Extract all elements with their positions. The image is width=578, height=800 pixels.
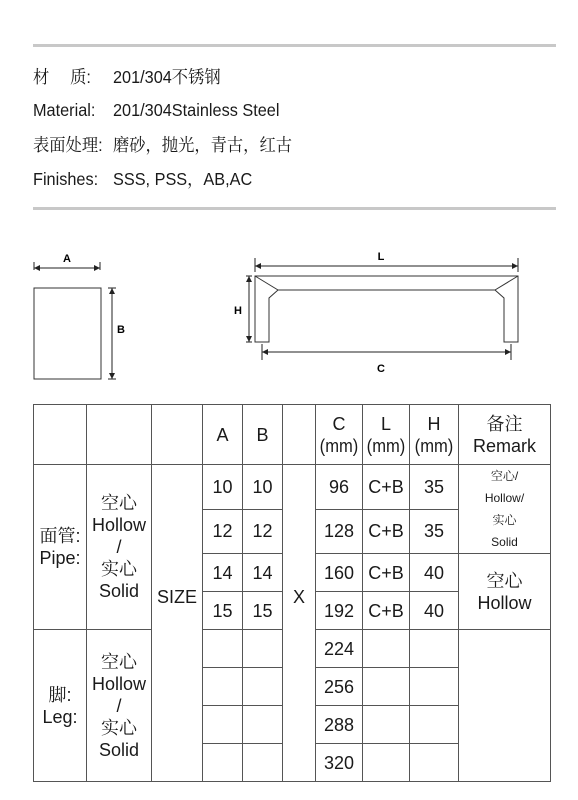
pipe-row-4-b: 15 (243, 592, 283, 630)
spec-finish-en (33, 168, 252, 190)
x-label: X (292, 587, 305, 607)
leg-type-line: 空心 (101, 651, 137, 672)
header-b: B (243, 405, 283, 465)
dim-h-label: H (234, 305, 242, 317)
header-h-unit: (mm) (414, 435, 454, 456)
leg-row-1-b (243, 630, 283, 668)
section-rect (34, 288, 101, 379)
header-blank-3 (152, 405, 203, 465)
handle-bevel-right (495, 276, 518, 290)
pipe-row-4-c: 192 (316, 592, 363, 630)
pipe-row-1-c: 96 (316, 465, 363, 510)
remark-1-line: 实心 (492, 513, 517, 527)
leg-row-4-h (410, 744, 459, 782)
leg-row-4-b (243, 744, 283, 782)
handle-outline (255, 276, 518, 342)
pipe-label-en: Pipe: (39, 548, 81, 568)
dim-c-label: C (377, 363, 385, 375)
pipe-type-line: / (116, 537, 122, 557)
leg-label-en: Leg: (42, 706, 78, 727)
table-row (34, 465, 551, 510)
remark-2-line: Hollow (477, 592, 532, 613)
table-header-row (34, 405, 551, 465)
remark-1-line: Solid (491, 535, 518, 549)
spec-material-en-value: 201/304Stainless Steel (112, 100, 280, 120)
remark-2 (459, 554, 551, 630)
leg-row-3-h (410, 706, 459, 744)
leg-row-1-l (363, 630, 410, 668)
pipe-type-line: Solid (98, 581, 140, 601)
leg-row-3-l (363, 706, 410, 744)
spec-finish-en-label: Finishes: (33, 169, 99, 189)
leg-row-2-h (410, 668, 459, 706)
remark-1-line: Hollow/ (484, 491, 525, 505)
leg-row-3-a (203, 706, 243, 744)
leg-row-2-l (363, 668, 410, 706)
leg-label-cn: 脚: (48, 684, 72, 705)
dim-b-label: B (117, 324, 125, 336)
spec-finish-cn-label: 表面处理: (33, 135, 103, 155)
header-remark (459, 405, 551, 465)
leg-type-line: 实心 (101, 717, 137, 738)
header-l (363, 405, 410, 465)
leg-row-2-c: 256 (316, 668, 363, 706)
spec-finish-en-value: SSS, PSS，AB,AC (112, 169, 253, 189)
leg-row-1-h (410, 630, 459, 668)
size-label-cell (152, 465, 203, 782)
pipe-row-2-c: 128 (316, 509, 363, 554)
middle-rule (33, 207, 556, 210)
pipe-label-cn: 面管: (39, 526, 81, 546)
header-blank-1 (34, 405, 87, 465)
pipe-type-line: 实心 (101, 559, 137, 579)
header-c-top: C (332, 413, 346, 434)
leg-row-3-b (243, 706, 283, 744)
header-a: A (203, 405, 243, 465)
top-rule (33, 44, 556, 47)
size-label: SIZE (156, 587, 197, 607)
header-h (410, 405, 459, 465)
size-table (33, 404, 551, 782)
spec-material-cn-label: 材 质: (33, 67, 91, 87)
header-c (316, 405, 363, 465)
leg-row-4-l (363, 744, 410, 782)
leg-type-line: / (116, 695, 122, 716)
header-blank-2 (87, 405, 152, 465)
pipe-row-3-h: 40 (410, 554, 459, 592)
spec-finish-cn (33, 134, 292, 156)
leg-row-2-a (203, 668, 243, 706)
leg-row-4-c: 320 (316, 744, 363, 782)
leg-type-line: Solid (98, 739, 140, 760)
pipe-row-2-l: C+B (363, 509, 410, 554)
pipe-row-1-b: 10 (243, 465, 283, 510)
pipe-row-2-b: 12 (243, 509, 283, 554)
leg-row-2-b (243, 668, 283, 706)
pipe-row-2-h: 35 (410, 509, 459, 554)
pipe-row-1-l: C+B (363, 465, 410, 510)
pipe-type-line: 空心 (101, 493, 137, 513)
spec-material-cn-value: 201/304不锈钢 (112, 67, 221, 87)
header-remark-en: Remark (472, 435, 536, 456)
header-c-unit: (mm) (319, 435, 359, 456)
x-label-cell (283, 465, 316, 782)
pipe-row-3-b: 14 (243, 554, 283, 592)
header-l-unit: (mm) (366, 435, 406, 456)
leg-type (87, 630, 152, 782)
cross-section-diagram (28, 248, 128, 383)
header-remark-cn: 备注 (486, 413, 523, 434)
handle-bevel-left (255, 276, 278, 290)
handle-diagram (228, 244, 528, 379)
pipe-type (87, 465, 152, 630)
pipe-row-1-h: 35 (410, 465, 459, 510)
pipe-row-1-a: 10 (203, 465, 243, 510)
leg-row-1-c: 224 (316, 630, 363, 668)
pipe-row-3-a: 14 (203, 554, 243, 592)
leg-label (34, 630, 87, 782)
leg-row-3-c: 288 (316, 706, 363, 744)
pipe-row-4-a: 15 (203, 592, 243, 630)
remark-1 (459, 465, 551, 554)
spec-material-en (33, 99, 279, 121)
header-h-top: H (427, 413, 441, 434)
pipe-type-line: Hollow (91, 515, 147, 535)
spec-finish-cn-value: 磨砂，抛光，青古，红古 (112, 135, 293, 155)
leg-remark (459, 630, 551, 782)
pipe-row-4-l: C+B (363, 592, 410, 630)
leg-type-line: Hollow (91, 673, 147, 694)
remark-2-line: 空心 (486, 570, 523, 591)
header-l-top: L (380, 413, 391, 434)
pipe-row-3-c: 160 (316, 554, 363, 592)
remark-1-line: 空心/ (490, 469, 519, 483)
header-blank-4 (283, 405, 316, 465)
spec-material-en-label: Material: (33, 100, 96, 120)
leg-row-1-a (203, 630, 243, 668)
spec-material-cn (33, 66, 221, 88)
pipe-row-2-a: 12 (203, 509, 243, 554)
pipe-row-4-h: 40 (410, 592, 459, 630)
dim-l-label: L (377, 251, 385, 263)
leg-row-4-a (203, 744, 243, 782)
pipe-label (34, 465, 87, 630)
dim-a-label: A (63, 253, 71, 265)
pipe-row-3-l: C+B (363, 554, 410, 592)
